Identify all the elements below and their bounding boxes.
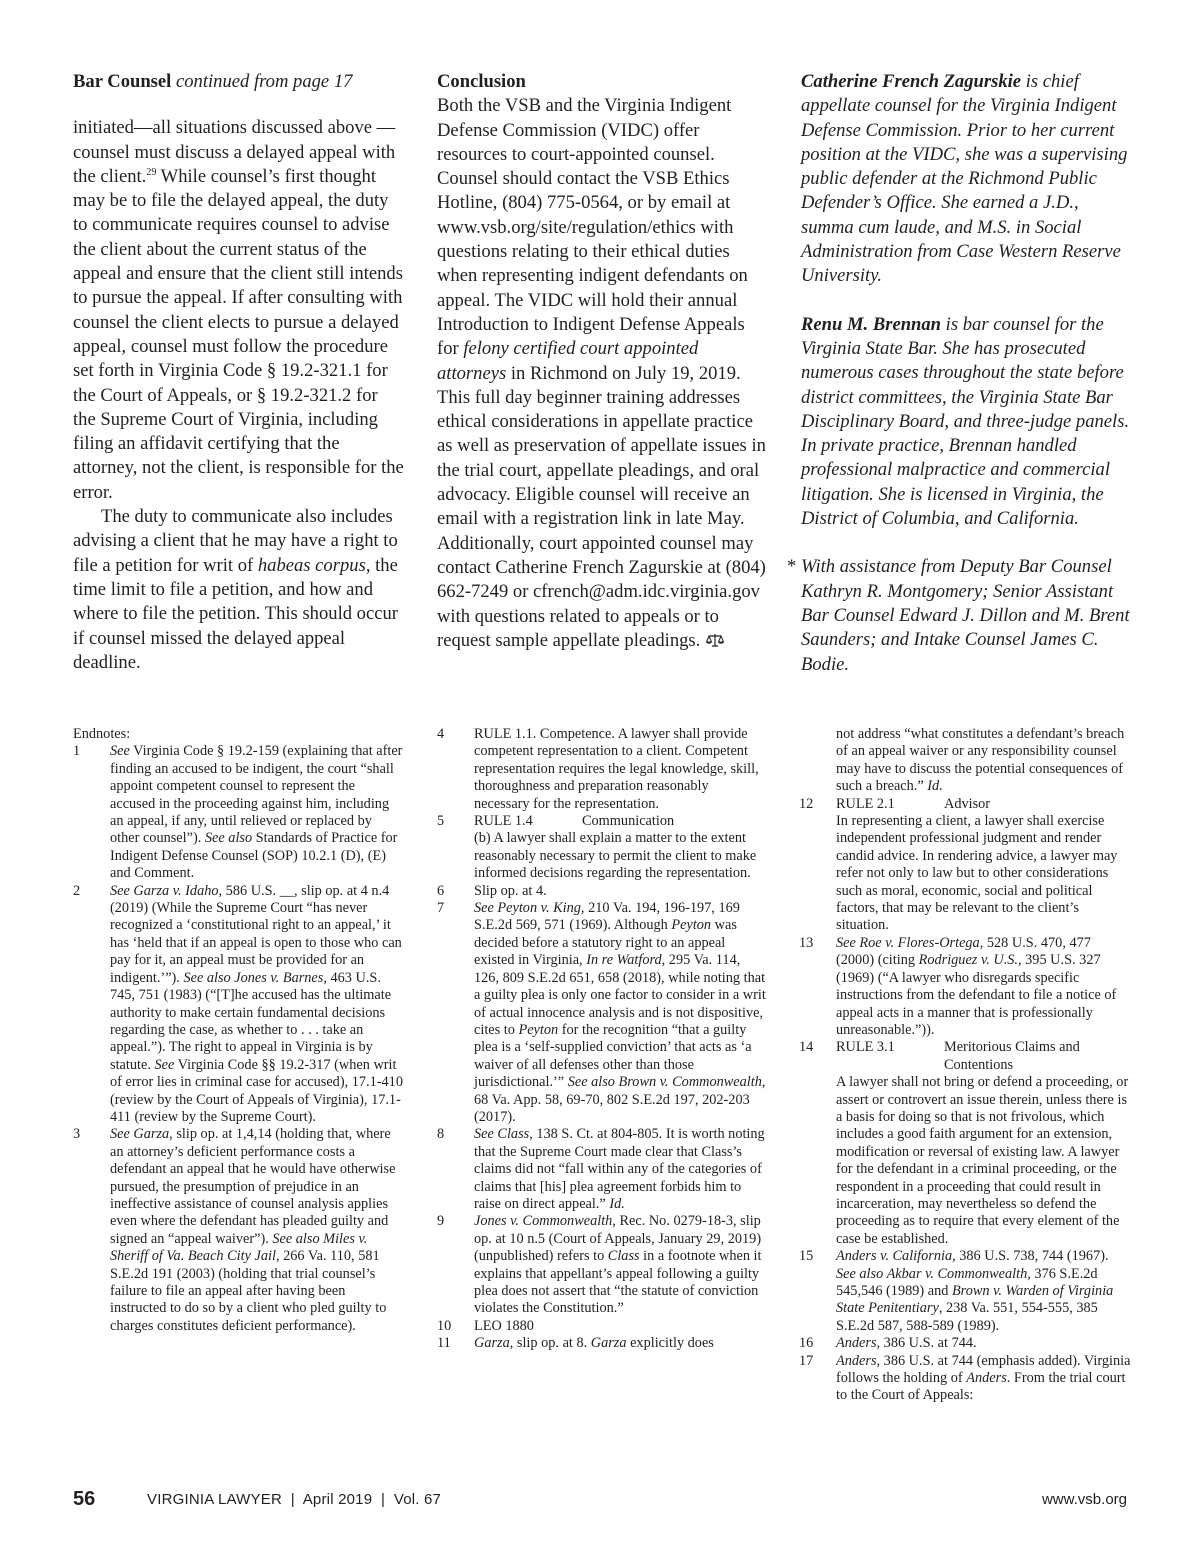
endnote-1: 1 See Virginia Code § 19.2-159 (explaining that after finding an accused to be indigent, the court “shall appoint competent counsel to represent the accused in the proceeding against him, including an appeal, if any, until relieved or replaced by other counsel”). See also Standards of Practice for Indigent Defense Counsel (SOP) 10.2.1 (D), (E) and Comment. [73,743,403,882]
endnotes-column-3 [799,726,1131,1405]
endnote-12: 12 RULE 2.1 Advisor In representing a client, a lawyer shall exercise independent professional judgment and render candid advice. In rendering advice, a lawyer may refer not only to law but to other considerations such as moral, economic, social and political factors, that may be relevant to the client’s situation. [799,795,1118,934]
endnote-5: 5 RULE 1.4 Communication (b) A lawyer shall explain a matter to the extent reasonably necessary to permit the client to make informed decisions regarding the representation. [437,813,757,882]
website-link[interactable]: www.vsb.org [1041,1491,1127,1508]
endnote-10: 10 LEO 1880 [437,1317,534,1334]
conclusion-heading: Conclusion [437,71,526,92]
endnotes-title: Endnotes: [73,726,131,742]
endnote-13: 13 See Roe v. Flores-Ortega, 528 U.S. 470, 477 (2000) (citing Rodriguez v. U.S., 395 U.S. 327 (1969) (“A lawyer who disregards specific instructions from the defendant to file a notice of appeal acts in a manner that is professionally unreasonable.”)). [799,934,1117,1038]
assistance-note: * With assistance from Deputy Bar Counsel Kathryn R. Montgomery; Senior Assistant Bar Counsel Edward J. Dillon and M. Brent Saunders; and Intake Counsel James C. Bodie. [787,556,1130,675]
endnotes-column-1 [73,726,403,1335]
endnotes-column-2 [437,726,767,1353]
endnote-11: 11 Garza, slip op. at 8. Garza explicitly does [437,1335,714,1352]
article-column-2 [437,70,769,655]
endnote-4: 4 RULE 1.1. Competence. A lawyer shall provide competent representation to a client. Competent representation requires the legal knowledge, skill, thoroughness and preparation reasonably necessary for the representation. [437,726,759,812]
bio-zagurskie: Catherine French Zagurskie is chief appellate counsel for the Virginia Indigent Defense Commission. Prior to her current position at the VIDC, she was a supervising public defender at the Richmond Public Defender’s Office. She earned a J.D., summa cum laude, and M.S. in Social Administration from Case Western Reserve University. [801,71,1128,287]
author-name-zagurskie: Catherine French Zagurskie [801,71,1022,92]
running-head [73,70,405,94]
paragraph-conclusion: Both the VSB and the Virginia Indigent Defense Commission (VIDC) offer resources to court-appointed counsel. Counsel should contact the VSB Ethics Hotline, (804) 775-0564, or by email at www.vsb.org/site/regulation/ethics with questions relating to their ethical duties when representing indigent defendants on appeal. The VIDC will hold their annual Introduction to Indigent Defense Appeals for felony certified court appointed attorneys in Richmond on July 19, 2019. This full day beginner training addresses ethical considerations in appellate practice as well as preservation of appellate issues in the trial court, appellate pleadings, and oral advocacy. Eligible counsel will receive an email with a registration link in late May. Additionally, court appointed counsel may contact Catherine French Zagurskie at (804) 662-7249 or cfrench@adm.idc.virginia.gov with questions related to appeals or to request sample appellate pleadings. [437,94,769,655]
endnote-11-continued: not address “what constitutes a defendant’s breach of an appeal waiver or any responsibility counsel may have to discuss the potential consequences of such a breach.” Id. [836,726,1125,795]
continued-note: continued from page 17 [175,71,353,92]
endnote-17: 17 Anders, 386 U.S. at 744 (emphasis added). Virginia follows the holding of Anders. From the trial court to the Court of Appeals: [799,1352,1131,1404]
article-column-1 [73,70,405,675]
scales-icon [705,631,725,655]
page-footer [73,1488,1127,1518]
endnote-8: 8 See Class, 138 S. Ct. at 804-805. It is worth noting that the Supreme Court made clear that Class’s claims did not “fall within any of the categories of claims that [his] plea agreement forbids him to raise on direct appeal.” Id. [437,1126,765,1212]
author-name-brennan: Renu M. Brennan [801,313,942,335]
endnote-14: 14 RULE 3.1 Meritorious Claims and Contentions A lawyer shall not bring or defend a proceeding, or assert or controvert an issue therein, unless there is a basis for doing so that is not frivolous, which includes a good faith argument for an extension, modification or reversal of existing law. A lawyer for the defendant in a criminal proceeding, or the respondent in a proceeding that could result in incarceration, may nevertheless so defend the proceeding as to require that every element of the case be established. [799,1039,1129,1247]
endnote-2: 2 See Garza v. Idaho, 586 U.S. __, slip op. at 4 n.4 (2019) (While the Supreme Court “has never recognized a ‘constitutional right to an appeal,’ it has ‘held that if an appeal is open to those who can pay for it, an appeal must be provided for an indigent.’”). See also Jones v. Barnes, 463 U.S. 745, 751 (1983) (“[T]he accused has the ultimate authority to make certain fundamental decisions regarding the case, as whether to . . . take an appeal.”). The right to appeal in Virginia is by statute. See Virginia Code §§ 19.2-317 (when writ of error lies in criminal case for accused), 17.1-410 (review by the Court of Appeals of Virginia), 17.1-411 (review by the Supreme Court). [73,882,403,1125]
section-title: Bar Counsel [73,71,172,92]
endnote-3: 3 See Garza, slip op. at 1,4,14 (holding that, where an attorney’s deficient performance costs a defendant an appeal that he would have otherwise pursued, the presumption of prejudice in an ineffective assistance of counsel analysis applies even where the defendant has pleaded guilty and signed an “appeal waiver”). See also Miles v. Sheriff of Va. Beach City Jail, 266 Va. 110, 581 S.E.2d 191 (2003) (holding that trial counsel’s failure to file an appeal after having been instructed to do so by a client who pled guilty to charges constitutes deficient performance). [73,1126,396,1334]
bio-brennan: Renu M. Brennan is bar counsel for the Virginia State Bar. She has prosecuted numerous cases throughout the state before district committees, the Virginia State Bar Disciplinary Board, and three-judge panels. In private practice, Brennan handled professional malpractice and commercial litigation. She is licensed in Virginia, the District of Columbia, and California. [801,313,1130,530]
author-bios [787,70,1131,701]
endnote-6: 6 Slip op. at 4. [437,882,547,899]
endnote-15: 15 Anders v. California, 386 U.S. 738, 744 (1967). See also Akbar v. Commonwealth, 376 S.E.2d 545,546 (1989) and Brown v. Warden of Virginia State Penitentiary, 238 Va. 551, 554-555, 385 S.E.2d 587, 588-589 (1989). [799,1248,1114,1334]
page-number: 56 [73,1488,96,1510]
paragraph-delayed-appeal: initiated—all situations discussed above — counsel must discuss a delayed appeal with the client.$^{29}$ While counsel’s first thought may be to file the delayed appeal, the duty to communicate requires counsel to advise the client about the current status of the appeal and ensure that the client still intends to pursue the appeal. If after consulting with counsel the client elects to pursue a delayed appeal, counsel must follow the procedure set forth in Virginia Code § 19.2-321.1 for the Court of Appeals, or § 19.2-321.2 for the Supreme Court of Virginia, including filing an affidavit certifying that the attorney, not the client, is responsible for the error. [73,117,404,503]
asterisk-marker: * [787,556,797,578]
footnote-ref-29: 29 [146,166,157,178]
endnote-16: 16 Anders, 386 U.S. at 744. [799,1335,977,1352]
paragraph-habeas: The duty to communicate also includes advising a client that he may have a right to file a petition for writ of habeas corpus, the time limit to file a petition, and how and where to file the petition. This should occur if counsel missed the delayed appeal deadline. [73,506,398,673]
endnote-7: 7 See Peyton v. King, 210 Va. 194, 196-197, 169 S.E.2d 569, 571 (1969). Although Peyton was decided before a statutory right to an appeal existed in Virginia, In re Watford, 295 Va. 114, 126, 809 S.E.2d 651, 658 (2018), while noting that a guilty plea is only one factor to consider in a writ of actual innocence analysis and is not dispositive, cites to Peyton for the recognition “that a guilty plea is a ‘self-supplied conviction’ that acts as ‘a waiver of all defenses other than those jurisdictional.’” See also Brown v. Commonwealth, 68 Va. App. 58, 69-70, 802 S.E.2d 197, 202-203 (2017). [437,900,766,1125]
endnote-9: 9 Jones v. Commonwealth, Rec. No. 0279-18-3, slip op. at 10 n.5 (Court of Appeals, January 29, 2019) (unpublished) refers to Class in a footnote when it explains that appellant’s appeal following a guilty plea does not assert that “the statute of conviction violates the Constitution.” [437,1213,762,1317]
publication-info: VIRGINIA LAWYER | April 2019 | Vol. 67 [147,1491,442,1508]
